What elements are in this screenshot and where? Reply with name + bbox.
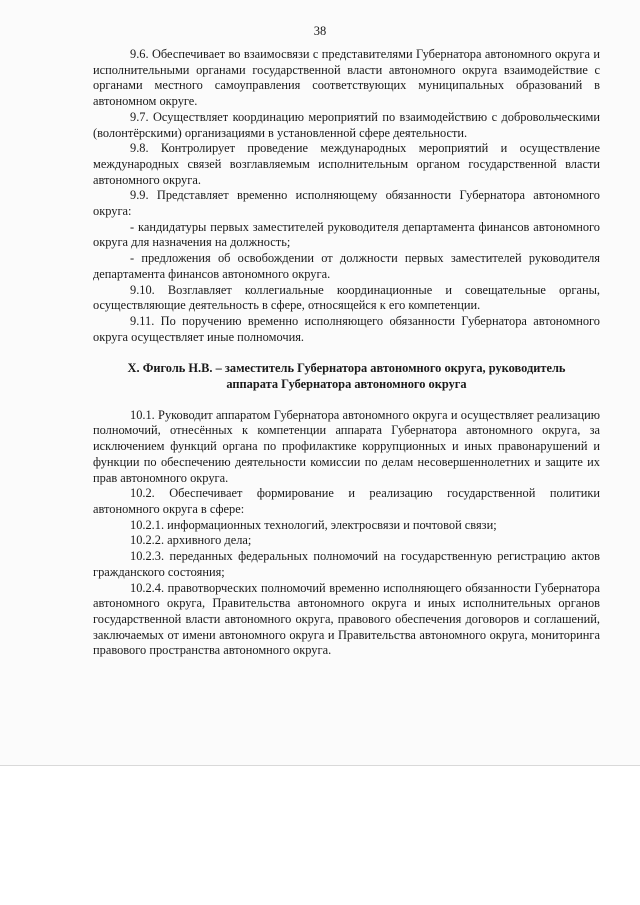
paragraph-9-7: 9.7. Осуществляет координацию мероприятий по взаимодействию с добровольческими (волонтёрскими) организациями в установленной сфере деятельности. bbox=[93, 109, 600, 140]
paragraph-10-1: 10.1. Руководит аппаратом Губернатора автономного округа и осуществляет реализацию полномочий, отнесённых к компетенции аппарата Губернатора автономного округа, за исключением функций органа по профилактике коррупционных и иных правонарушений и функции по обеспечению деятельности комиссии по делам несовершеннолетних и защите их прав автономного округа. bbox=[93, 407, 600, 485]
paragraph-10-2-2: 10.2.2. архивного дела; bbox=[130, 533, 252, 548]
paragraph-9-9-item-2: - предложения об освобождении от должности первых заместителей руководителя департамента финансов автономного округа. bbox=[93, 251, 600, 281]
paragraph-10-2-3: 10.2.3. переданных федеральных полномочий на государственную регистрацию актов гражданского состояния; bbox=[93, 549, 600, 579]
paragraph-9-8: 9.8. Контролирует проведение международных мероприятий и осуществление международных связей возглавляемым исполнительным органом государственной власти автономного округа. bbox=[93, 141, 600, 187]
paragraph-10-2-4: 10.2.4. правотворческих полномочий временно исполняющего обязанности Губернатора автономного округа, Правительства автономного округа и иных исполнительных органов государственной власти автономного округа, правового обеспечения договоров и соглашений, заключаемых от имени автономного округа и Правительства автономного округа, мониторинга правового пространства автономного округа. bbox=[93, 580, 600, 658]
paragraph-9-10: 9.10. Возглавляет коллегиальные координационные и совещательные органы, осуществляющие деятельность в сфере, относящейся к его компетенции. bbox=[93, 282, 600, 313]
paragraph-10-2: 10.2. Обеспечивает формирование и реализацию государственной политики автономного округа в сфере: bbox=[93, 486, 600, 516]
page-number: 38 bbox=[313, 24, 327, 38]
paragraph-9-6: 9.6. Обеспечивает во взаимосвязи с представителями Губернатора автономного округа и исполнительными органами государственной власти автономного округа взаимодействие с органами местного самоуправления соответствующих муниципальных образований в автономном округе. bbox=[93, 47, 600, 109]
section-10-heading: X. Фиголь Н.В. – заместитель Губернатора автономного округа, руководитель аппарата Губернатора автономного округа bbox=[127, 361, 566, 392]
paragraph-10-2-1: 10.2.1. информационных технологий, электросвязи и почтовой связи; bbox=[130, 517, 497, 532]
paragraph-9-9-item-1: - кандидатуры первых заместителей руководителя департамента финансов автономного округа для назначения на должность; bbox=[93, 219, 600, 250]
paragraph-9-9: 9.9. Представляет временно исполняющему обязанности Губернатора автономного округа: bbox=[93, 188, 600, 219]
paragraph-9-11: 9.11. По поручению временно исполняющего обязанности Губернатора автономного округа осуществляет иные полномочия. bbox=[93, 313, 600, 344]
page-content bbox=[93, 47, 600, 659]
